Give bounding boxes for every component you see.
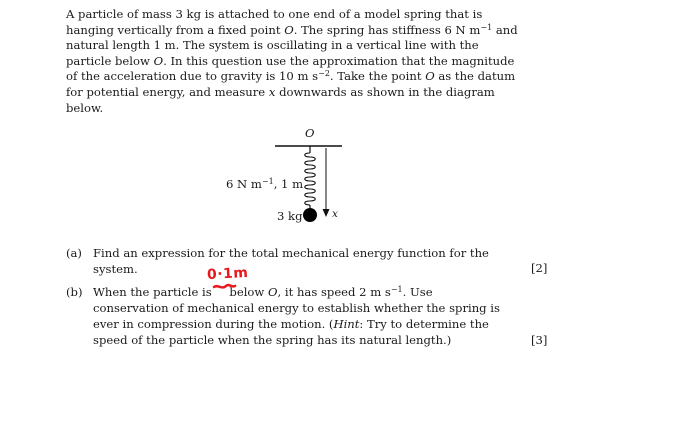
part-b-line-3: ever in compression during the motion. (Hint: Try to determine the	[93, 317, 489, 331]
part-b-line-1: When the particle is below O, it has speed 2 m $s^{-1}$. Use	[93, 285, 433, 299]
x-axis-arrowhead	[323, 209, 330, 217]
intro-line-7: below.	[66, 100, 104, 115]
spring-coil	[305, 153, 316, 205]
intro-line-3: natural length 1 m. The system is oscillating in a vertical line with the	[66, 38, 479, 53]
part-b-line-4: speed of the particle when the spring has its natural length.)	[93, 333, 452, 347]
intro-line-5: of the acceleration due to gravity is 10 m $s^{-2}$. Take the point O as the datum	[66, 69, 516, 84]
intro-line-6: for potential energy, and measure x downwards as shown in the diagram	[66, 84, 495, 99]
handwritten-annotation: 0·1m	[206, 264, 249, 284]
part-b-marks: [3]	[531, 333, 548, 347]
intro-line-4: particle below O. In this question use the approximation that the magnitude	[66, 53, 515, 68]
intro-line-1: A particle of mass 3 kg is attached to one end of a model spring that is	[66, 7, 483, 21]
intro-line-2: hanging vertically from a fixed point O. The spring has stiffness 6 N $m^{-1}$ and	[66, 22, 518, 37]
mass-label: 3 kg	[277, 209, 303, 223]
part-b-line-2: conservation of mechanical energy to establish whether the spring is	[93, 301, 500, 315]
part-b-tag: (b)	[66, 285, 83, 299]
mass-particle	[303, 208, 317, 222]
part-a-line-1: Find an expression for the total mechanical energy function for the	[93, 246, 489, 260]
part-a-marks: [2]	[531, 261, 548, 275]
part-b	[66, 284, 506, 348]
x-axis-label: x	[332, 208, 338, 220]
part-a-tag: (a)	[66, 246, 82, 260]
part-a-line-2: system.	[93, 262, 138, 276]
part-a	[66, 245, 506, 277]
spring-label: 6 N $m^{-1}$, 1 m	[226, 177, 304, 191]
point-o-label: O	[305, 126, 315, 140]
